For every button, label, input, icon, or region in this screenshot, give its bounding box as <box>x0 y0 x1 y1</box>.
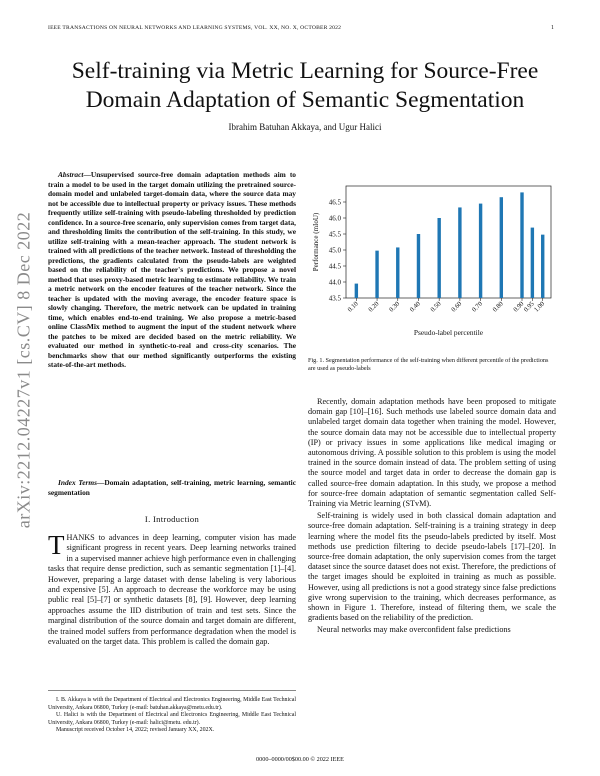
bar <box>396 247 399 298</box>
footnote: I. B. Akkaya is with the Department of Electrical and Electronics Engineering, Middle East Technical University, Ankara 06800, Turkey (e-mail: batuhan.akkaya@metu.edu.tr). <box>48 697 296 711</box>
bar <box>479 204 482 298</box>
page-number: 1 <box>551 25 554 31</box>
x-tick-label: 0.70 <box>470 300 485 314</box>
right-column-text <box>308 397 556 638</box>
copyright-line: 0000–0000/00$00.00 © 2022 IEEE <box>256 756 344 763</box>
bar <box>437 218 440 298</box>
x-tick-label: 0.90 <box>512 300 526 314</box>
index-terms-text: —Domain adaptation, self-training, metric learning, semantic segmentation <box>48 478 296 497</box>
y-tick-label: 45.0 <box>328 246 341 255</box>
bar <box>531 228 534 298</box>
x-tick-label: 0.95 <box>522 300 536 314</box>
x-tick-label: 0.40 <box>408 300 422 314</box>
x-tick-label: 0.80 <box>491 300 505 314</box>
x-tick-label: 1.00 <box>533 300 547 314</box>
arxiv-id: arXiv:2212.04227v1 [cs.CV] 8 Dec 2022 <box>13 211 34 529</box>
running-header: IEEE TRANSACTIONS ON NEURAL NETWORKS AND LEARNING SYSTEMS, VOL. XX, NO. X, OCTOBER 2022 <box>48 25 342 31</box>
intro-paragraph <box>48 530 296 647</box>
figure-caption: Fig. 1. Segmentation performance of the self-training when different percentile of the predictions are used as pseudo-labels <box>308 357 549 372</box>
bar <box>500 197 503 298</box>
index-terms <box>48 478 296 497</box>
footnote: U. Halici is with the Department of Electrical and Electronics Engineering, Middle East Technical University, Ankara 06800, Turkey (e-mail: halici@metu. edu.tr). <box>48 712 296 726</box>
drop-cap: T <box>48 530 65 560</box>
paper-title: Self-training via Metric Learning for Source-Free Domain Adaptation of Semantic Segmentation <box>71 58 539 113</box>
x-tick-label: 0.50 <box>429 300 443 314</box>
intro-first-word: HANKS <box>66 533 95 542</box>
x-tick-label: 0.30 <box>388 300 402 314</box>
paragraph: Neural networks may make overconfident false predictions <box>317 625 511 635</box>
bar-chart <box>308 180 558 350</box>
x-tick-label: 0.60 <box>450 300 464 314</box>
intro-text: to advances in deep learning, computer vision has made significant progress in recent years. Deep learning networks trained in a supervised manner achieve high performance even in challenging tasks that require dense prediction, such as semantic segmentation [1]–[4]. However, preparing a large dataset with dense labeling is very laborious and expensive [5]. An approach to decrease the workforce may be using public real [5]–[7] or synthetic datasets [8], [9]. However, deep learning approaches assume the IID distribution of train and test sets. Since the marginal distribution of the source domain and target domain are different, the trained model suffers from performance degradation when the model is evaluated on the target data. This problem is called the domain gap. <box>48 533 296 647</box>
bar <box>355 284 358 298</box>
y-tick-label: 44.5 <box>328 262 341 271</box>
y-tick-label: 45.5 <box>328 230 341 239</box>
x-tick-label: 0.10 <box>346 300 360 314</box>
footnote: Manuscript received October 14, 2022; revised January XX, 202X. <box>56 727 215 734</box>
bar <box>541 235 544 298</box>
authors: Ibrahim Batuhan Akkaya, and Ugur Halici <box>228 122 382 132</box>
arxiv-stamp <box>4 160 44 580</box>
abstract-label: Abstract <box>58 170 84 179</box>
abstract <box>48 170 296 370</box>
figure-1 <box>308 180 558 350</box>
bar <box>417 234 420 298</box>
section-heading: I. Introduction <box>144 514 200 524</box>
y-tick-label: 46.0 <box>328 214 341 223</box>
paragraph: Recently, domain adaptation methods have been proposed to mitigate domain gap [10]–[16]. Such methods use labeled source domain data and unlabeled target domain data together when training the model. However, the source domain data may not be accessible due to intellectual property (IP) or privacy issues in some applications like medical imaging or autonomous driving. A possible solution to this problem is using the model trained in the source domain instead of data. The problem setting of using the source model and target data in order to decrease the domain gap is called source-free domain adaptation. In this study, we propose a method for source-free domain adaptation of semantic segmentation called Self-Training via Metric learning (STvM). <box>308 397 556 509</box>
index-terms-label: Index Terms <box>58 478 97 487</box>
paragraph: Self-training is widely used in both classical domain adaptation and source-free domain adaptation. Self-training is a training strategy in deep learning where the model fits the pseudo-labels predicted by itself. Most methods use prediction filtering to decide pseudo-labels [17]–[20]. In source-free domain adaptation, the only supervision comes from the target dataset since the source dataset does not exist. Therefore, the predictions of the target images should be exploited in training as much as possible. However, using all predictions is not a good strategy since false predictions give wrong supervision to the training, which decreases performance, as shown in Figure 1. Therefore, instead of filtering them, we scale the gradients based on the reliability of the prediction. <box>308 511 556 623</box>
x-tick-label: 0.20 <box>367 300 381 314</box>
abstract-text: —Unsupervised source-free domain adaptation methods aim to train a model to be used in the target domain utilizing the pretrained source-domain model and unlabeled target-domain data, where the source data may not be accessible due to intellectual property or privacy issues. These methods frequently utilize self-training with pseudo-labeling thresholded by prediction confidence. In a source-free scenario, only supervision comes from target data, and thresholding limits the contribution of the self-training. In this study, we utilize self-training with a mean-teacher approach. The student network is trained with all predictions of the teacher network. Instead of thresholding the predictions, the gradients calculated from the pseudo-labels are weighted based on the reliability of the teacher's predictions. We propose a novel method that uses proxy-based metric learning to estimate reliability. We train a metric network on the encoder features of the teacher network. Since the teacher is updated with the moving average, the encoder feature space is slowly changing. Therefore, the metric network can be updated in training time, which enables end-to-end training. We also propose a metric-based online ClassMix method to augment the input of the student network where the patches to be mixed are decided based on the metric reliability. We evaluated our method in synthetic-to-real and cross-city scenarios. The benchmarks show that our method significantly outperforms the existing state-of-the-art methods. <box>48 170 296 369</box>
footnotes <box>48 690 296 735</box>
y-axis-label: Performance (mIoU) <box>312 212 320 272</box>
x-axis-label: Pseudo-label percentile <box>413 328 484 337</box>
bar <box>458 207 461 298</box>
y-tick-label: 46.5 <box>328 198 341 207</box>
bar <box>520 192 523 298</box>
y-tick-label: 43.5 <box>328 294 341 303</box>
y-tick-label: 44.0 <box>328 278 341 287</box>
bar <box>375 251 378 298</box>
